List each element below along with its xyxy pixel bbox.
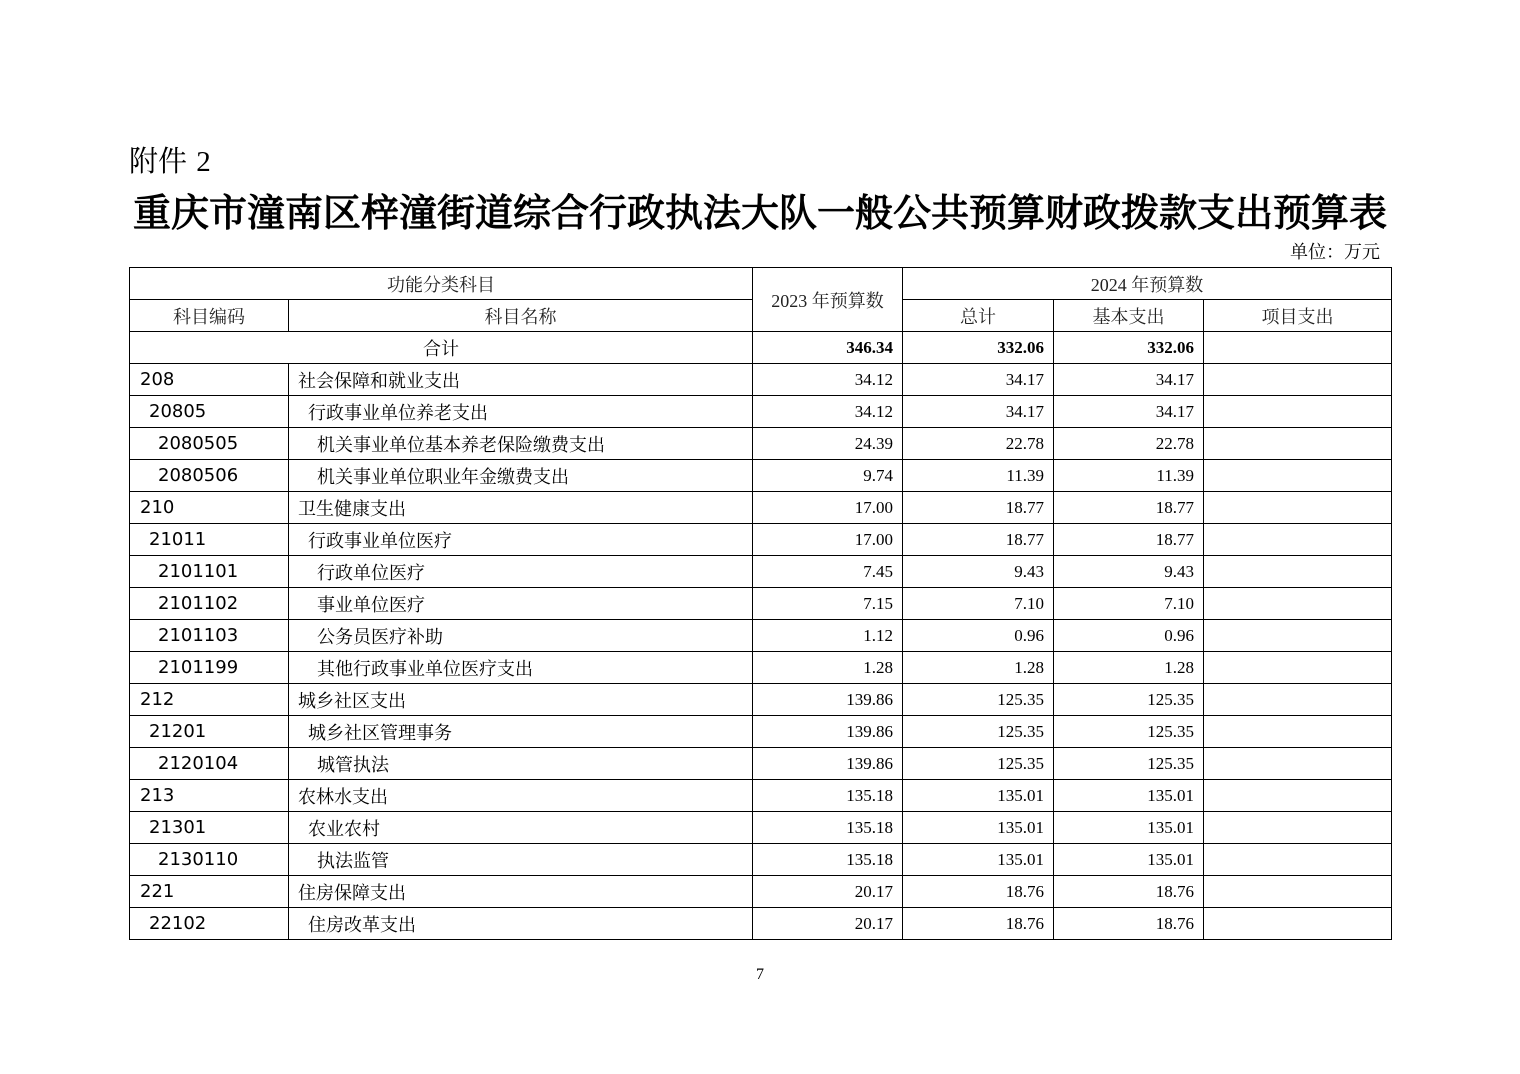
row-name: 卫生健康支出	[289, 492, 753, 524]
row-budget-2023: 139.86	[753, 684, 903, 716]
row-budget-2024-project	[1204, 556, 1392, 588]
row-code: 2120104	[130, 748, 289, 780]
row-name: 城乡社区支出	[289, 684, 753, 716]
row-name: 住房保障支出	[289, 876, 753, 908]
row-budget-2024-basic: 1.28	[1054, 652, 1204, 684]
table-row	[130, 460, 1392, 492]
header-project: 项目支出	[1204, 300, 1392, 332]
row-budget-2024-total: 125.35	[903, 716, 1054, 748]
row-code: 2101101	[130, 556, 289, 588]
row-budget-2023: 7.45	[753, 556, 903, 588]
attachment-number: 2	[196, 146, 211, 178]
header-code: 科目编码	[130, 300, 289, 332]
page-title: 重庆市潼南区梓潼街道综合行政执法大队一般公共预算财政拨款支出预算表	[132, 191, 1387, 235]
total-2023: 346.34	[753, 332, 903, 364]
row-budget-2024-basic: 11.39	[1054, 460, 1204, 492]
row-budget-2024-project	[1204, 524, 1392, 556]
row-budget-2023: 1.28	[753, 652, 903, 684]
row-code: 21011	[130, 524, 289, 556]
row-code: 212	[130, 684, 289, 716]
row-budget-2024-project	[1204, 748, 1392, 780]
row-budget-2023: 139.86	[753, 716, 903, 748]
table-row	[130, 748, 1392, 780]
table-row	[130, 396, 1392, 428]
table-row	[130, 492, 1392, 524]
row-budget-2023: 9.74	[753, 460, 903, 492]
row-budget-2023: 135.18	[753, 844, 903, 876]
page-number: 7	[756, 966, 764, 983]
row-budget-2024-basic: 125.35	[1054, 684, 1204, 716]
table-row	[130, 684, 1392, 716]
row-name: 城管执法	[289, 748, 753, 780]
row-budget-2024-total: 0.96	[903, 620, 1054, 652]
total-2024-total: 332.06	[903, 332, 1054, 364]
row-budget-2023: 24.39	[753, 428, 903, 460]
table-row	[130, 364, 1392, 396]
table-row	[130, 652, 1392, 684]
table-row	[130, 844, 1392, 876]
row-budget-2024-project	[1204, 812, 1392, 844]
row-budget-2024-basic: 135.01	[1054, 780, 1204, 812]
row-code: 2080505	[130, 428, 289, 460]
table-row	[130, 524, 1392, 556]
row-budget-2023: 135.18	[753, 812, 903, 844]
row-budget-2024-basic: 125.35	[1054, 716, 1204, 748]
row-name: 社会保障和就业支出	[289, 364, 753, 396]
table-row	[130, 716, 1392, 748]
row-budget-2024-total: 7.10	[903, 588, 1054, 620]
row-budget-2023: 1.12	[753, 620, 903, 652]
row-code: 2130110	[130, 844, 289, 876]
table-row	[130, 908, 1392, 940]
row-budget-2023: 7.15	[753, 588, 903, 620]
row-budget-2024-project	[1204, 428, 1392, 460]
row-budget-2024-project	[1204, 716, 1392, 748]
row-budget-2024-basic: 135.01	[1054, 844, 1204, 876]
row-code: 208	[130, 364, 289, 396]
row-budget-2024-basic: 18.77	[1054, 524, 1204, 556]
row-budget-2024-basic: 22.78	[1054, 428, 1204, 460]
row-budget-2023: 139.86	[753, 748, 903, 780]
table-row	[130, 876, 1392, 908]
row-budget-2023: 135.18	[753, 780, 903, 812]
row-budget-2023: 17.00	[753, 524, 903, 556]
row-budget-2024-basic: 18.76	[1054, 908, 1204, 940]
header-name: 科目名称	[289, 300, 753, 332]
header-row-1	[130, 268, 1392, 300]
row-budget-2024-project	[1204, 620, 1392, 652]
row-budget-2024-project	[1204, 908, 1392, 940]
total-row	[130, 332, 1392, 364]
row-budget-2024-total: 135.01	[903, 812, 1054, 844]
row-budget-2023: 20.17	[753, 908, 903, 940]
row-budget-2024-project	[1204, 364, 1392, 396]
row-name: 城乡社区管理事务	[289, 716, 753, 748]
row-budget-2024-total: 18.77	[903, 524, 1054, 556]
total-2024-basic: 332.06	[1054, 332, 1204, 364]
budget-table	[129, 267, 1392, 940]
row-budget-2024-basic: 34.17	[1054, 396, 1204, 428]
row-budget-2024-total: 11.39	[903, 460, 1054, 492]
row-code: 21201	[130, 716, 289, 748]
table-row	[130, 588, 1392, 620]
row-name: 机关事业单位职业年金缴费支出	[289, 460, 753, 492]
row-budget-2024-total: 125.35	[903, 748, 1054, 780]
total-2024-project	[1204, 332, 1392, 364]
row-code: 213	[130, 780, 289, 812]
row-budget-2024-basic: 34.17	[1054, 364, 1204, 396]
row-budget-2024-project	[1204, 396, 1392, 428]
row-budget-2024-total: 18.76	[903, 908, 1054, 940]
row-code: 21301	[130, 812, 289, 844]
row-name: 其他行政事业单位医疗支出	[289, 652, 753, 684]
row-budget-2024-project	[1204, 460, 1392, 492]
row-budget-2024-total: 135.01	[903, 780, 1054, 812]
row-name: 行政事业单位医疗	[289, 524, 753, 556]
row-code: 2101102	[130, 588, 289, 620]
total-label: 合计	[130, 332, 753, 364]
table-row	[130, 428, 1392, 460]
row-budget-2024-project	[1204, 684, 1392, 716]
header-budget-2024: 2024 年预算数	[903, 268, 1392, 300]
row-budget-2024-project	[1204, 876, 1392, 908]
row-name: 事业单位医疗	[289, 588, 753, 620]
row-budget-2023: 17.00	[753, 492, 903, 524]
row-code: 2101199	[130, 652, 289, 684]
row-budget-2024-project	[1204, 588, 1392, 620]
row-budget-2024-project	[1204, 780, 1392, 812]
row-code: 2101103	[130, 620, 289, 652]
row-name: 住房改革支出	[289, 908, 753, 940]
row-code: 22102	[130, 908, 289, 940]
attachment-text: 附件	[129, 144, 188, 178]
row-code: 210	[130, 492, 289, 524]
row-budget-2024-basic: 135.01	[1054, 812, 1204, 844]
row-budget-2024-total: 135.01	[903, 844, 1054, 876]
row-budget-2024-total: 1.28	[903, 652, 1054, 684]
header-basic: 基本支出	[1054, 300, 1204, 332]
row-code: 221	[130, 876, 289, 908]
row-budget-2024-total: 34.17	[903, 364, 1054, 396]
row-name: 公务员医疗补助	[289, 620, 753, 652]
row-budget-2024-total: 22.78	[903, 428, 1054, 460]
row-name: 执法监管	[289, 844, 753, 876]
header-total: 总计	[903, 300, 1054, 332]
table-row	[130, 620, 1392, 652]
row-name: 机关事业单位基本养老保险缴费支出	[289, 428, 753, 460]
row-budget-2024-basic: 125.35	[1054, 748, 1204, 780]
row-budget-2024-basic: 18.77	[1054, 492, 1204, 524]
row-name: 行政事业单位养老支出	[289, 396, 753, 428]
row-budget-2024-basic: 9.43	[1054, 556, 1204, 588]
header-budget-2023: 2023 年预算数	[753, 268, 903, 332]
row-name: 行政单位医疗	[289, 556, 753, 588]
table-row	[130, 812, 1392, 844]
row-budget-2024-total: 18.77	[903, 492, 1054, 524]
row-code: 20805	[130, 396, 289, 428]
row-budget-2024-project	[1204, 652, 1392, 684]
row-budget-2024-total: 9.43	[903, 556, 1054, 588]
table-row	[130, 556, 1392, 588]
row-budget-2024-basic: 7.10	[1054, 588, 1204, 620]
row-budget-2024-basic: 0.96	[1054, 620, 1204, 652]
row-budget-2024-basic: 18.76	[1054, 876, 1204, 908]
row-budget-2024-total: 34.17	[903, 396, 1054, 428]
row-budget-2024-total: 125.35	[903, 684, 1054, 716]
row-name: 农林水支出	[289, 780, 753, 812]
header-func-class: 功能分类科目	[130, 268, 753, 300]
row-budget-2023: 34.12	[753, 364, 903, 396]
unit-label: 单位：万元	[1290, 242, 1380, 262]
row-budget-2023: 34.12	[753, 396, 903, 428]
row-budget-2024-total: 18.76	[903, 876, 1054, 908]
row-name: 农业农村	[289, 812, 753, 844]
table-row	[130, 780, 1392, 812]
row-budget-2024-project	[1204, 492, 1392, 524]
row-budget-2024-project	[1204, 844, 1392, 876]
row-budget-2023: 20.17	[753, 876, 903, 908]
row-code: 2080506	[130, 460, 289, 492]
attachment-label	[129, 142, 211, 181]
